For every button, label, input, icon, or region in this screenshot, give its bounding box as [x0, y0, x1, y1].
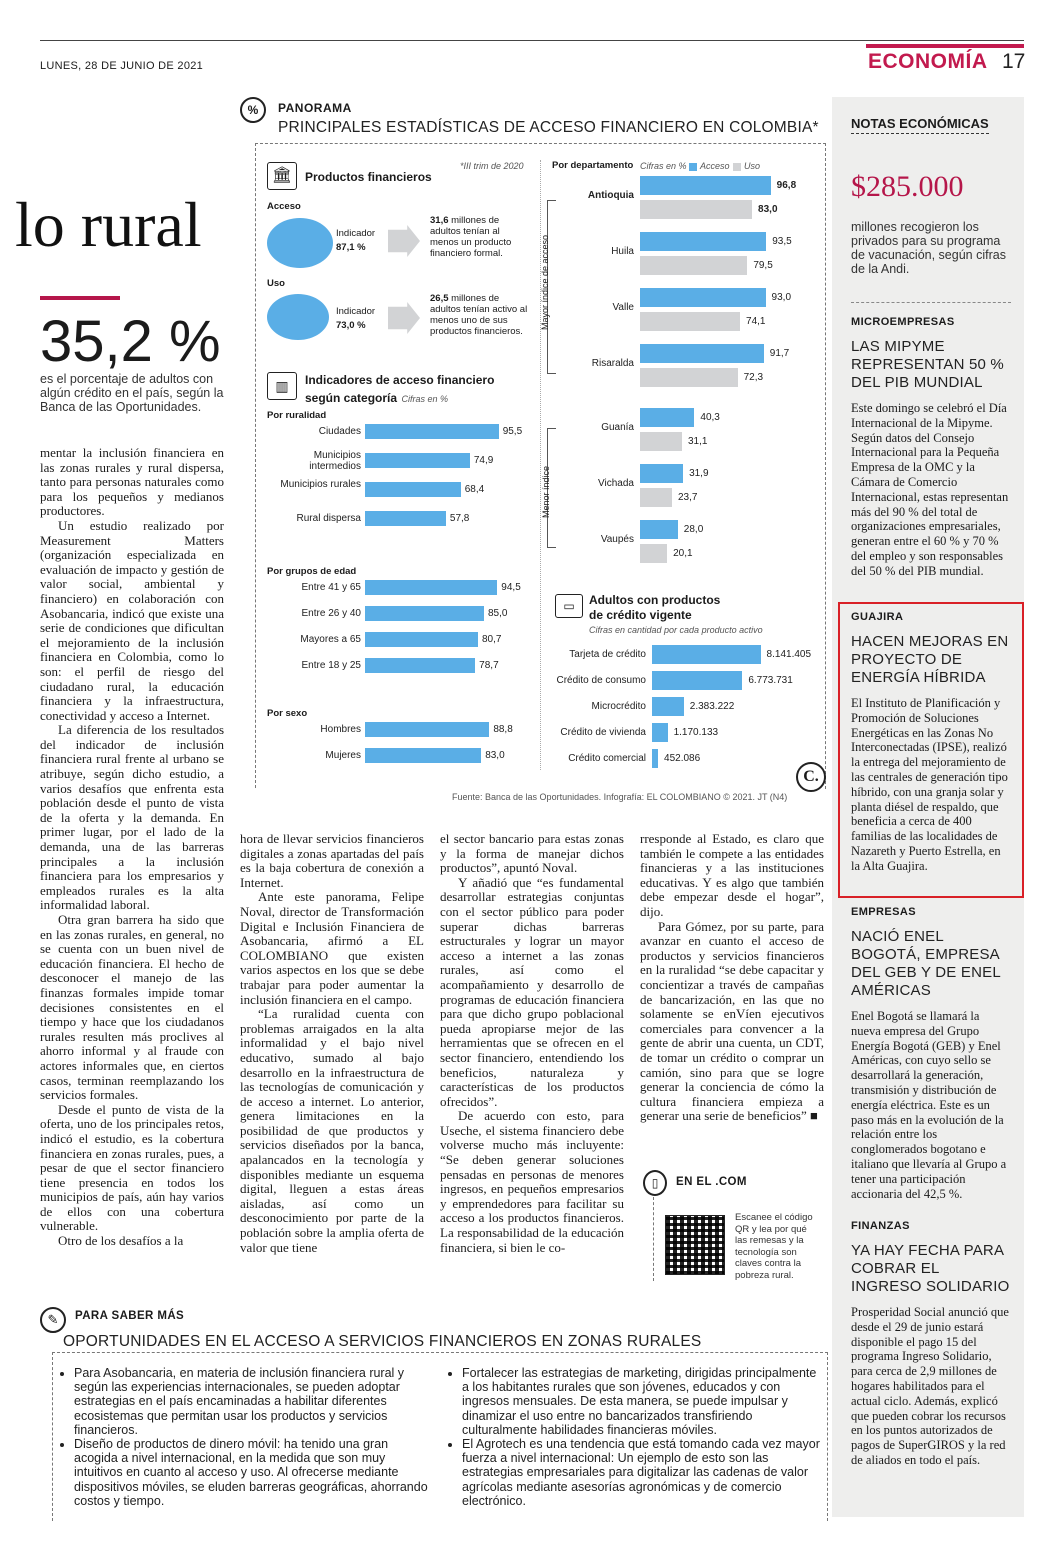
bar-label: Municipios rurales: [280, 479, 361, 490]
bar: [365, 511, 446, 526]
percent-icon: %: [240, 97, 266, 123]
psm-kicker: PARA SABER MÁS: [75, 1310, 185, 1322]
sidebar-big-value: $285.000: [851, 170, 964, 203]
uso-desc: millones de adultos tenían activo al menos uno de sus productos financieros.: [430, 293, 528, 337]
bar-value: 20,1: [673, 548, 693, 559]
bar-label: Tarjeta de crédito: [569, 649, 646, 660]
bar-value: 91,7: [769, 348, 790, 359]
bar-value: 28,0: [683, 524, 704, 535]
acceso-text: [430, 215, 530, 259]
departamento-chart: [560, 176, 822, 576]
article-column-2: [240, 832, 424, 1255]
acceso-bar: [640, 408, 694, 427]
bar: [365, 482, 461, 497]
credito-title-2: de crédito vigente: [589, 608, 692, 622]
note-body: Prosperidad Social anunció que desde el 29 de junio estará disponible el pago 15 del programa Ingreso Solidario, para cerca de 2,9 millones de hogares habilitados para el actual ciclo. Además, explicó que pueden cobrar los recursos en los puntos autorizados de pagos de SuperGIROS y la red de aliados en todo el país.: [851, 1305, 1009, 1467]
bar-label: Valle: [612, 302, 634, 313]
bar-label: Huila: [611, 246, 634, 257]
psm-title: OPORTUNIDADES EN EL ACCESO A SERVICIOS FINANCIEROS EN ZONAS RURALES: [63, 1333, 702, 1350]
bar-label: Risaralda: [591, 358, 634, 369]
acceso-bar: [640, 520, 678, 539]
bar: [652, 749, 658, 768]
acceso-bar: [640, 232, 766, 251]
bar-value: 93,5: [772, 236, 792, 247]
acceso-circle: [267, 218, 333, 268]
note-headline: NACIÓ ENEL BOGOTÁ, EMPRESA DEL GEB Y DE ENEL AMÉRICAS: [851, 928, 1001, 999]
infographic-title: PRINCIPALES ESTADÍSTICAS DE ACCESO FINANCIERO EN COLOMBIA*: [278, 119, 819, 136]
bar-value: 72,3: [743, 372, 764, 383]
psm-left-list: [62, 1366, 434, 1508]
bar-value: 88,8: [493, 724, 513, 735]
depto-unit: Cifras en %: [640, 161, 687, 171]
axis-mayor: Mayor índice de acceso: [540, 234, 550, 330]
bar-label: Guanía: [601, 422, 634, 433]
bar-label: Crédito comercial: [568, 753, 646, 764]
credit-card-icon: ▭: [555, 594, 583, 618]
note-kicker: MICROEMPRESAS: [851, 316, 955, 328]
acceso-bar: [640, 288, 766, 307]
credito-unit: Cifras en cantidad por cada producto activo: [589, 625, 763, 635]
uso-count: 26,5: [430, 293, 449, 304]
infographic-source: Fuente: Banca de las Oportunidades. Infografía: EL COLOMBIANO © 2021. JT (N4): [452, 792, 788, 802]
note-body: Enel Bogotá se llamará la nueva empresa del Grupo Energía Bogotá (GEB) y Enel Américas, con cuyo sello se desarrollará la generación, transmisión y distribución de energía eléctrica. Este es un paso más en la evolución de la relación entre los conglomerados bogotano e italiano que llevaría al Grupo a tener una participación accionaria del 42,5 %.: [851, 1009, 1007, 1201]
acceso-bar: [640, 464, 683, 483]
list-item: • Diseño de productos de dinero móvil: ha tenido una gran acogida a nivel internacional, en la medida que son muy intuitivos en cuanto al acceso y uso. Al ofrecerse mediante dispositivos móviles, se eluden barreras geográficas, ahorrando costos y tiempo.: [74, 1437, 434, 1508]
section-bar: [866, 44, 1024, 48]
paragraph: “La ruralidad cuenta con problemas arraigados en la alta informalidad y el bajo nivel educativo, sumado al bajo desarrollo en la infraestructura de las tecnologías de comunicación y de acceso a internet. Lo anterior, genera limitaciones en la posibilidad de que productos y servicios diseñados por la banca, apalancados en la tecnología y disponibles mediante un esquema digital, lleguen a estas áreas aisladas, así como un desconocimiento por parte de la población sobre la amplia oferta de valor que tiene: [240, 1006, 424, 1255]
ruralidad-chart: [265, 424, 535, 544]
highlight-caption: es el porcentaje de adultos con algún crédito en el país, según la Banca de las Oportunidades.: [40, 372, 224, 414]
paragraph: La diferencia de los resultados del indicador de inclusión financiera rural frente al urbano se atribuye, según dicho estudio, a varios desafíos que enfrenta esta población desde el punto de vista de la oferta y la demanda. En primer lugar, por el lado de la demanda, una de las barreras principales a la inclusión financiera para los empresarios y empleados rurales es la alta informalidad laboral.: [40, 722, 224, 913]
list-item: • Para Asobancaria, en materia de inclusión financiera rural y según las experiencias internacionales, se pueden adoptar estrategias en el país encaminadas a habilitar diferentes ecosistemas que permitan usar los productos y servicios financieros.: [74, 1366, 434, 1437]
uso-value: 73,0 %: [336, 320, 366, 331]
list-item: • El Agrotech es una tendencia que está tomando cada vez mayor fuerza a nivel internacional: Un ejemplo de esto son las estrategias empresariales para digitalizar las cadenas de valor agrícolas mediante asesorías agronómicas y de comercio electrónico.: [462, 1437, 822, 1508]
paragraph: De acuerdo con esto, para Useche, el sistema financiero debe volverse mucho más incluyente: “Se deben generar soluciones pensadas en personas de menores ingresos, en pequeños empresarios y emprendedores para facilitar su acceso a los productos financieros. La responsabilidad de la educación financiera, si bien le co-: [440, 1108, 624, 1255]
note-body: Este domingo se celebró el Día Internacional de la Mipyme. Según datos del Consejo Internacional para la Pequeña Empresa de la OMC y la Cámara de Comercio Internacional, estas representan más del 90 % del total de organizaciones empresariales, generan entre el 60 % y 70 % del empleo y son responsables del 50 % del PIB mundial.: [851, 401, 1009, 578]
bar-value: 2.383.222: [689, 701, 735, 712]
qr-code-icon[interactable]: [665, 1215, 725, 1275]
chart-title: Por grupos de edad: [267, 566, 357, 577]
bar: [652, 645, 761, 664]
uso-bar: [640, 312, 740, 331]
paragraph: mentar la inclusión financiera en las zonas rurales y rural dispersa, tanto para personas naturales como para los pequeños y medianos productores.: [40, 445, 224, 519]
bar-label: Entre 26 y 40: [301, 608, 361, 619]
bar-label: Ciudades: [318, 426, 361, 437]
bar-value: 1.170.133: [673, 727, 719, 738]
bar-value: 96,8: [776, 180, 797, 191]
note-headline: LAS MIPYME REPRESENTAN 50 % DEL PIB MUNDIAL: [851, 338, 1004, 391]
bar-label: Vaupés: [600, 534, 634, 545]
uso-bar: [640, 256, 747, 275]
sidebar-note: [851, 316, 1011, 579]
indicador-label: Indicador: [336, 228, 376, 239]
note-kicker: GUAJIRA: [851, 611, 904, 623]
highlight-value: 35,2 %: [40, 309, 221, 374]
acceso-bar: [640, 176, 771, 195]
bar-value: 68,4: [464, 484, 485, 495]
divider: [851, 302, 1011, 304]
sidebar-big-caption: millones recogieron los privados para su programa de vacunación, según cifras de la Andi.: [851, 220, 1006, 276]
paragraph: Otro de los desafíos a la: [58, 1233, 184, 1249]
uso-bar: [640, 488, 672, 507]
sidebar-title: NOTAS ECONÓMICAS: [851, 116, 989, 134]
sidebar-note: [851, 1220, 1011, 1468]
phone-icon: ▯: [643, 1170, 667, 1196]
bank-icon: 🏛: [267, 162, 297, 190]
en-el-com-rule: [653, 1197, 655, 1281]
bar-value: 8.141.405: [766, 649, 812, 660]
bar-value: 6.773.731: [748, 675, 793, 686]
bar-label: Rural dispersa: [296, 513, 361, 524]
paragraph: Y añadió que “es fundamental desarrollar estrategias conjuntas con el sector público para poder superar dichas barreras estructurales y lograr un mayor acceso a internet a las zonas rurales, así como el acompañamiento y desarrollo de programas de educación financiera para que dicho grupo poblacional pueda apropiarse mejor de las herramientas que se ofrecen en el sector financiero, entendiendo los beneficios, naturaleza y características de los productos ofrecidos”.: [440, 874, 624, 1109]
indicadores-title-2: [305, 389, 448, 407]
bar-label: Hombres: [320, 724, 361, 735]
indicador-label: Indicador: [336, 306, 376, 317]
el-colombiano-logo-icon: C.: [796, 762, 826, 792]
legend-swatch-acceso: [689, 163, 697, 171]
bar-value: 31,9: [689, 468, 709, 479]
bar: [365, 748, 481, 763]
bar: [365, 453, 470, 468]
article-column-1: [40, 446, 224, 1249]
bar: [365, 606, 484, 621]
uso-bar: [640, 432, 682, 451]
paragraph: Un estudio realizado por Measurement Matters (organización especializada en evaluación de impacto y gestión de valor social, ambiental y financiero) en colaboración con Asobancaria, indicó que existe una serie de condiciones que dificultan el mejoramiento de la inclusión financiera en Colombia, como lo son: el perfil de riesgo del ciudadano rural, la educación financiera y la infraestructura, conectividad y acceso a Internet.: [40, 517, 224, 723]
bar-value: 79,5: [753, 260, 773, 271]
bar-value: 83,0: [758, 204, 778, 215]
infographic-frame-left: [255, 143, 257, 788]
axis-menor: Menor índice: [541, 465, 551, 518]
acceso-label: Acceso: [267, 201, 301, 212]
acceso-bar: [640, 344, 764, 363]
bar-value: 78,7: [479, 660, 499, 671]
bar-value: 95,5: [502, 426, 523, 437]
en-el-com-text: Escanee el código QR y lea por qué las remesas y la tecnología son claves contra la pobreza rural.: [735, 1212, 813, 1281]
top-rule: [40, 40, 1024, 41]
legend-uso: Uso: [744, 161, 761, 171]
legend-acceso: Acceso: [700, 161, 730, 171]
bar: [652, 697, 684, 716]
bar-value: 57,8: [449, 513, 470, 524]
bar: [652, 671, 742, 690]
chart-title: Por sexo: [267, 708, 308, 719]
sidebar-note: [851, 611, 1011, 874]
bar-label: Crédito de vivienda: [560, 727, 646, 738]
edad-chart: [265, 580, 535, 690]
acceso-desc: millones de adultos tenían al menos un producto financiero formal.: [430, 215, 512, 259]
paragraph: el sector bancario para estas zonas y la forma de manejar dichos productos”, apuntó Noval.: [440, 831, 624, 876]
bar-value: 93,0: [771, 292, 792, 303]
bar-value: 74,1: [746, 316, 766, 327]
en-el-com-title: EN EL .COM: [676, 1176, 747, 1188]
sexo-chart: [265, 722, 535, 777]
bar: [365, 722, 489, 737]
issue-date: LUNES, 28 DE JUNIO DE 2021: [40, 60, 204, 72]
bar-label: Mayores a 65: [300, 634, 361, 645]
paragraph: Otra gran barrera ha sido que en las zonas rurales, en general, no se cuenta con un buen nivel de educación financiera. El hecho de desconocer el manejo de las finanzas formales impide tomar decisiones consistentes en el tiempo y hace que los ciudadanos rurales resulten más proclives al ahorro informal y al fraude con actores informales que, en ciertos casos, terminan reemplazando los servicios formales.: [40, 912, 224, 1103]
uso-bar: [640, 544, 667, 563]
indicadores-title: Indicadores de acceso financiero: [305, 373, 495, 387]
paragraph: Desde el punto de vista de la oferta, uno de los principales retos, indicó el estudio, es la cobertura financiera en zonas rurales, pues, a pesar de que el sector financiero tiene presencia en todos los municipios de país, aún hay varios de ellos con una cobertura vulnerable.: [40, 1101, 224, 1234]
note-kicker: FINANZAS: [851, 1220, 910, 1232]
paragraph: rresponde al Estado, es claro que también le compete a las entidades financieras y a las instituciones educativas. Y es algo que también debe empezar desde el hogar”, dijo.: [640, 831, 824, 919]
list-item: • Fortalecer las estrategias de marketing, dirigidas principalmente a los habitantes rurales que son jóvenes, educados y con ingresos mensuales. De esta manera, se puede impulsar y dinamizar el uso entre no bancarizados transfiriendo culturalmente habilidades financieras móviles.: [462, 1366, 822, 1437]
bar: [365, 580, 497, 595]
uso-label: Uso: [267, 278, 285, 289]
bar-value: 452.086: [664, 753, 701, 764]
paragraph: Ante este panorama, Felipe Noval, director de Transformación Digital e Inclusión Financiera de Asobancaria, afirmó a EL COLOMBIANO que existen varios aspectos en los que se debe trabajar para poder aumentar la inclusión financiera en el campo.: [240, 889, 424, 1007]
bar-chart-icon: ▥: [267, 372, 297, 400]
sidebar-note: [851, 906, 1011, 1201]
bar: [365, 632, 478, 647]
bar: [652, 723, 668, 742]
highlight-bar: [40, 296, 120, 300]
bar-value: 31,1: [687, 436, 708, 447]
indicadores-unit: Cifras en %: [401, 394, 449, 404]
uso-bar: [640, 368, 738, 387]
paragraph: Para Gómez, por su parte, para avanzar en cuanto el acceso de productos y servicios financieros en la ruralidad “se debe capacitar y concientizar a través de campañas de bancarización, en las que no solamente se enVíen ejecutivos comerciales para convencer a la gente de abrir una cuenta, un CDT, de tomar un crédito o comprar un camión, sino para que se logre generar la conciencia de cómo la cultura financiera empieza a generar una serie de beneficios” ■: [640, 918, 824, 1124]
productos-note: *III trim de 2020: [460, 161, 524, 171]
page-number: 17: [1002, 50, 1026, 73]
bar-value: 83,0: [485, 750, 505, 761]
bar-label: Entre 41 y 65: [301, 582, 361, 593]
pin-icon: ✎: [40, 1307, 66, 1333]
article-column-4: [640, 832, 824, 1124]
bar-label: Vichada: [598, 478, 634, 489]
note-body: El Instituto de Planificación y Promoción de Soluciones Energéticas en las Zonas No Interconectadas (IPSE), realizó la entrega del mejoramiento de las centrales de generación tipo híbrido, con una granja solar y planta diésel de respaldo, que beneficia a cerca de 400 familias de las localidades de Nazareth y Puerto Estrella, en la Alta Guajira.: [851, 696, 1008, 873]
bar-value: 94,5: [501, 582, 521, 593]
bar-label: Crédito de consumo: [556, 675, 646, 686]
bar-label: Municipios intermedios: [309, 450, 361, 472]
bar-label: Mujeres: [325, 750, 361, 761]
bar-value: 74,9: [473, 455, 494, 466]
bar-label: Microcrédito: [591, 701, 646, 712]
article-column-3: [440, 832, 624, 1255]
uso-text: [430, 293, 530, 337]
bar-value: 23,7: [677, 492, 698, 503]
bar-label: Entre 18 y 25: [301, 660, 361, 671]
bar-value: 80,7: [481, 634, 502, 645]
bar-label: Antioquia: [587, 190, 634, 201]
psm-right-list: [450, 1366, 822, 1508]
note-headline: HACEN MEJORAS EN PROYECTO DE ENERGÍA HÍBRIDA: [851, 633, 1009, 686]
bar-value: 40,3: [700, 412, 720, 423]
infographic-kicker: PANORAMA: [278, 101, 352, 115]
section-name: ECONOMÍA: [868, 50, 988, 73]
credito-title: Adultos con productos: [589, 593, 721, 607]
paragraph: hora de llevar servicios financieros digitales a zonas apartadas del país es la baja cobertura de conexión a Internet.: [240, 831, 424, 890]
uso-circle: [267, 294, 329, 340]
bar-value: 85,0: [488, 608, 508, 619]
note-kicker: EMPRESAS: [851, 906, 916, 918]
headline: lo rural: [15, 189, 202, 260]
uso-bar: [640, 200, 752, 219]
bar: [365, 424, 499, 439]
productos-title: Productos financieros: [305, 170, 432, 184]
legend-swatch-uso: [733, 163, 741, 171]
depto-title: Por departamento: [552, 160, 634, 171]
note-headline: YA HAY FECHA PARA COBRAR EL INGRESO SOLIDARIO: [851, 1242, 1010, 1295]
acceso-value: 87,1 %: [336, 242, 366, 253]
credito-chart: [548, 645, 824, 775]
acceso-count: 31,6: [430, 215, 449, 226]
chart-title: Por ruralidad: [267, 410, 327, 421]
indicadores-title-line2: según categoría: [305, 391, 398, 405]
bar: [365, 658, 475, 673]
